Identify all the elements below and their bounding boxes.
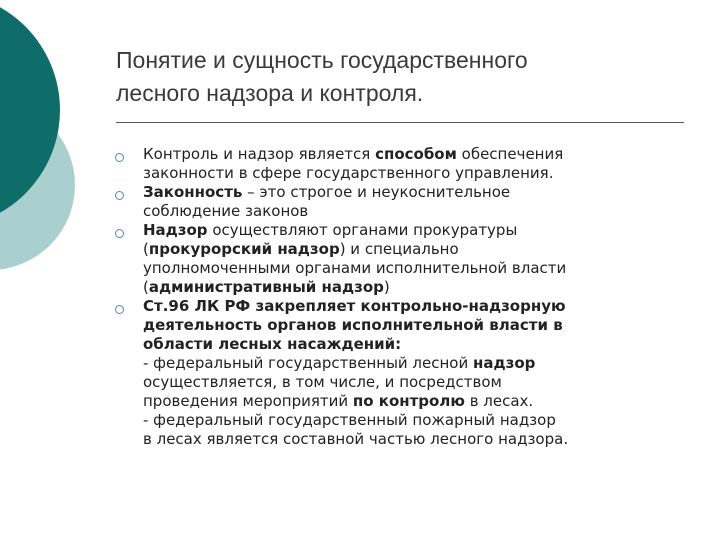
list-item <box>115 183 695 221</box>
bullet-list <box>115 145 695 449</box>
bold-text: административный надзор <box>148 278 384 296</box>
ring-bullet-icon <box>115 229 124 238</box>
text: ) <box>383 278 390 296</box>
text: в лесах. <box>464 392 534 410</box>
item-line: уполномоченными органами исполнительной власти <box>143 259 567 277</box>
bold-text: надзор <box>473 354 536 372</box>
ring-bullet-icon <box>115 153 124 162</box>
bold-text: способом <box>375 145 457 163</box>
bold-text: Законность <box>143 183 243 201</box>
item-line <box>143 392 695 411</box>
text: проведения мероприятий <box>143 392 353 410</box>
item-line: в лесах является составной частью лесного надзора. <box>143 430 569 448</box>
item-line: соблюдение законов <box>143 202 309 220</box>
item-line <box>143 354 695 373</box>
item-line <box>143 183 695 202</box>
list-item <box>115 221 695 297</box>
title-line-1: Понятие и сущность государственного <box>116 47 528 73</box>
title-divider <box>116 122 684 123</box>
ring-bullet-icon <box>115 305 124 314</box>
text: обеспечения <box>456 145 564 163</box>
item-line <box>143 221 695 240</box>
text: – это строгое и неукоснительное <box>242 183 511 201</box>
item-line <box>143 240 695 259</box>
list-item <box>115 145 695 183</box>
item-line: осуществляется, в том числе, и посредством <box>143 373 502 391</box>
ring-bullet-icon <box>115 191 124 200</box>
text: осуществляют органами прокуратуры <box>207 221 518 239</box>
item-line: Ст.96 ЛК РФ закрепляет контрольно-надзорную <box>143 297 566 315</box>
item-line: - федеральный государственный пожарный надзор <box>143 411 556 429</box>
text: ) и специально <box>339 240 459 258</box>
slide-title <box>116 44 696 110</box>
text: ( <box>143 240 149 258</box>
title-line-2: лесного надзора и контроля. <box>116 80 424 106</box>
item-line <box>143 278 695 297</box>
item-line <box>143 145 695 164</box>
bold-text: прокурорский надзор <box>148 240 340 258</box>
item-line: области лесных насаждений: <box>143 335 402 353</box>
bold-text: Надзор <box>143 221 208 239</box>
item-line: деятельность органов исполнительной власти в <box>143 316 563 334</box>
text: ( <box>143 278 149 296</box>
item-line: законности в сфере государственного управления. <box>143 164 554 182</box>
list-item <box>115 297 695 449</box>
text: Контроль и надзор является <box>143 145 376 163</box>
decorative-circles <box>0 0 120 300</box>
text: - федеральный государственный лесной <box>143 354 473 372</box>
bold-text: по контролю <box>352 392 465 410</box>
